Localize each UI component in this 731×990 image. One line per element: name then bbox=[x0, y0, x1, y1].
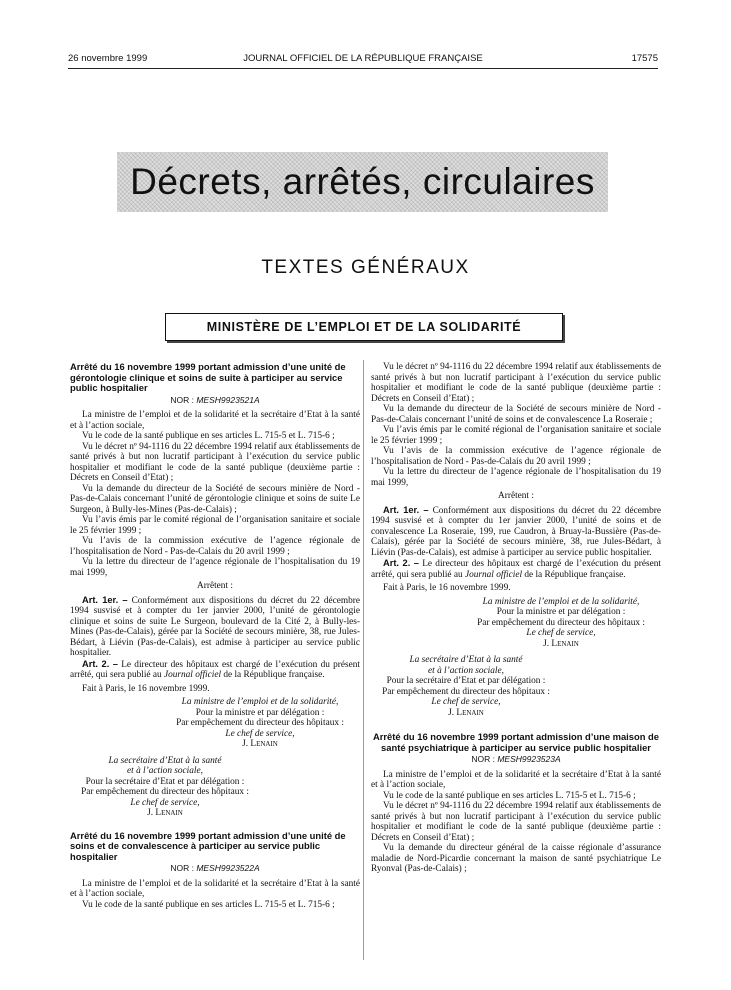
paragraph: Vu l’avis de la commission exécutive de l’agence régionale de l’hospitalisation de Nord - Pas-de-Calais du 20 avril 1999 ; bbox=[70, 536, 360, 557]
article-2: Art. 2. – Le directeur des hôpitaux est chargé de l’exécution du présent arrêté, qui sera publié au Journal officiel de la République française. bbox=[70, 658, 360, 680]
paragraph: Vu la demande du directeur de la Société de secours minière de Nord - Pas-de-Calais concernant l’unité de gérontologie clinique et soins de suite Le Surgeon, à Bully-les-Mines (Pas-de-Calais) ; bbox=[70, 483, 360, 515]
signature-block: La ministre de l’emploi et de la solidarité, Pour la ministre et par délégation : Par empêchement du directeur des hôpitaux : Le chef de service, J. Lenain bbox=[176, 697, 344, 749]
paragraph: Vu le code de la santé publique en ses articles L. 715-5 et L. 715-6 ; bbox=[82, 431, 335, 441]
journal-title: JOURNAL OFFICIEL DE LA RÉPUBLIQUE FRANÇAISE bbox=[243, 53, 483, 64]
left-column bbox=[70, 362, 360, 910]
fait-a-paris: Fait à Paris, le 16 novembre 1999. bbox=[383, 583, 511, 593]
page-number: 17575 bbox=[631, 53, 658, 64]
nor-reference: NOR : MESH9923522A bbox=[170, 863, 260, 873]
decree-title: Arrêté du 16 novembre 1999 portant admission d’une unité de soins et de convalescence à participer au service public hospitalier bbox=[70, 829, 346, 862]
paragraph: Vu la demande du directeur général de la caisse régionale d’assurance maladie de Nord-Picardie concernant la maison de santé psychiatrique Le Ryonval (Pas-de-Calais) ; bbox=[371, 843, 661, 874]
paragraph: Vu l’avis de la commission exécutive de l’agence régionale de l’hospitalisation de Nord - Pas-de-Calais du 20 avril 1999 ; bbox=[371, 446, 661, 467]
paragraph: La ministre de l’emploi et de la solidarité et la secrétaire d’Etat à la santé et à l’action sociale, bbox=[371, 769, 661, 790]
nor-reference: NOR : MESH9923523A bbox=[471, 754, 561, 764]
paragraph: Vu le code de la santé publique en ses articles L. 715-5 et L. 715-6 ; bbox=[82, 899, 335, 910]
signature-block: La ministre de l’emploi et de la solidarité, Pour la ministre et par délégation : Par empêchement du directeur des hôpitaux : Le chef de service, J. Lenain bbox=[477, 596, 645, 649]
article-1: Art. 1er. – Conformément aux dispositions du décret du 22 décembre 1994 susvisé et à compter du 1er janvier 2000, l’unité de soins et de convalescence La Roseraie, 199, rue Caudron, à Bruay-la-Bussière (Pas-de-Calais), gérée par la Société de secours minière, 38, rue Jules-Bédart, à Liévin (Pas-de-Calais), est admise à participer au service public hospitalier. bbox=[371, 504, 661, 558]
paragraph: Vu le code de la santé publique en ses articles L. 715-5 et L. 715-6 ; bbox=[383, 790, 636, 801]
article-2: Art. 2. – Le directeur des hôpitaux est chargé de l’exécution du présent arrêté, qui sera publié au Journal officiel de la République française. bbox=[371, 558, 661, 580]
section-banner bbox=[117, 152, 608, 212]
header-rule bbox=[68, 68, 658, 69]
paragraph: Vu la lettre du directeur de l’agence régionale de l’hospitalisation du 19 mai 1999, bbox=[371, 467, 661, 488]
decree-title: Arrêté du 16 novembre 1999 portant admission d’une maison de santé psychiatrique à participer au service public hospitalier bbox=[372, 731, 659, 753]
arretent: Arrêtent : bbox=[197, 581, 233, 591]
page-header bbox=[68, 53, 658, 67]
paragraph: Vu l’avis émis par le comité régional de l’organisation sanitaire et sociale le 25 février 1999 ; bbox=[70, 515, 360, 536]
right-column bbox=[371, 362, 661, 875]
signature-block: La secrétaire d’Etat à la santé et à l’action sociale, Pour la secrétaire d’Etat et par délégation : Par empêchement du directeur des hôpitaux : Le chef de service, J. Lenain bbox=[382, 655, 550, 718]
issue-date: 26 novembre 1999 bbox=[68, 53, 148, 64]
ministry-title: MINISTÈRE DE L’EMPLOI ET DE LA SOLIDARITÉ bbox=[206, 320, 522, 334]
paragraph: Vu la demande du directeur de la Société de secours minière de Nord - Pas-de-Calais concernant l’unité de soins et de convalescence La Roseraie ; bbox=[371, 404, 661, 425]
fait-a-paris: Fait à Paris, le 16 novembre 1999. bbox=[82, 683, 210, 694]
arretent: Arrêtent : bbox=[498, 491, 534, 501]
paragraph: La ministre de l’emploi et de la solidarité et la secrétaire d’Etat à la santé et à l’action sociale, bbox=[70, 410, 360, 431]
paragraph: Vu le décret nº 94-1116 du 22 décembre 1994 relatif aux établissements de santé privés à but non lucratif participant à l’exécution du service public hospitalier et modifiant le code de la santé publique (deuxième partie : Décrets en Conseil d’Etat) ; bbox=[70, 441, 360, 483]
banner-title: Décrets, arrêtés, circulaires bbox=[130, 161, 595, 202]
paragraph: Vu le décret nº 94-1116 du 22 décembre 1994 relatif aux établissements de santé privés à but non lucratif participant à l’exécution du service public hospitalier et modifiant le code de la santé publique (deuxième partie : Décrets en Conseil d’Etat) ; bbox=[371, 801, 661, 843]
ministry-box bbox=[165, 313, 563, 341]
paragraph: La ministre de l’emploi et de la solidarité et la secrétaire d’Etat à la santé et à l’action sociale, bbox=[70, 878, 360, 899]
decree-title: Arrêté du 16 novembre 1999 portant admission d’une unité de gérontologie clinique et soins de suite à participer au service public hospitalier bbox=[70, 361, 346, 393]
paragraph: Vu le décret nº 94-1116 du 22 décembre 1994 relatif aux établissements de santé privés à but non lucratif participant à l’exécution du service public hospitalier et modifiant le code de la santé publique (deuxième partie : Décrets en Conseil d’Etat) ; bbox=[371, 362, 661, 404]
signature-block: La secrétaire d’Etat à la santé et à l’action sociale, Pour la secrétaire d’Etat et par délégation : Par empêchement du directeur des hôpitaux : Le chef de service, J. Lenain bbox=[81, 755, 249, 818]
paragraph: Vu la lettre du directeur de l’agence régionale de l’hospitalisation du 19 mai 1999, bbox=[70, 557, 360, 578]
article-1: Art. 1er. – Conformément aux dispositions du décret du 22 décembre 1994 susvisé et à compter du 1er janvier 2000, l’unité de gérontologie clinique et soins de suite Le Surgeon, boulevard de la Cité 2, à Bully-les-Mines (Pas-de-Calais), gérée par la Société de secours minière, 38, rue Jules-Bédart, à Liévin (Pas-de-Calais), est admise à participer au service public hospitalier. bbox=[70, 594, 360, 658]
nor-reference: NOR : MESH9923521A bbox=[170, 394, 260, 405]
section-title: TEXTES GÉNÉRAUX bbox=[261, 257, 470, 278]
paragraph: Vu l’avis émis par le comité régional de l’organisation sanitaire et sociale le 25 février 1999 ; bbox=[371, 425, 661, 446]
column-divider bbox=[363, 360, 364, 960]
